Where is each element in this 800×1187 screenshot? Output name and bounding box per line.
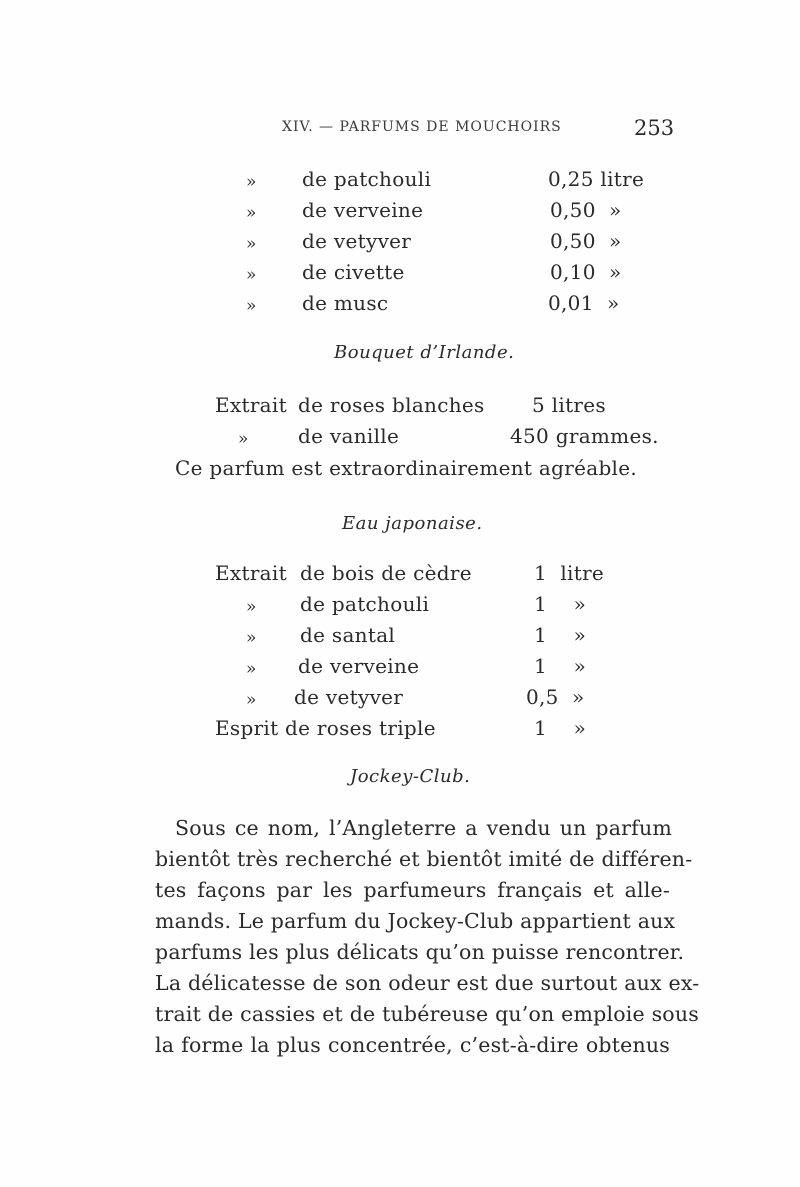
- ingredient-quantity: 0,5 »: [526, 685, 585, 709]
- ingredient-quantity: 1 litre: [534, 561, 605, 585]
- ingredient-name: de patchouli: [300, 592, 430, 616]
- paragraph-line: mands. Le parfum du Jockey-Club appartient aux: [155, 909, 676, 933]
- paragraph-line: la forme la plus concentrée, c’est-à-dire obtenus: [155, 1033, 670, 1057]
- ingredient-quantity: 0,10 »: [550, 260, 622, 284]
- ingredient-quantity: 0,50 »: [550, 198, 622, 222]
- ditto-mark: »: [246, 597, 257, 617]
- ingredient-quantity: 0,50 »: [550, 229, 622, 253]
- ingredient-name: de vetyver: [302, 229, 412, 253]
- ditto-mark: »: [246, 296, 257, 316]
- ingredient-name: de musc: [302, 291, 389, 315]
- ingredient-quantity: 0,01 »: [548, 291, 620, 315]
- ditto-mark: »: [246, 690, 257, 710]
- paragraph-line: La délicatesse de son odeur est due surtout aux ex-: [155, 971, 700, 995]
- ingredient-name: de roses triple: [285, 716, 436, 740]
- ingredient-prefix: Esprit: [215, 716, 279, 740]
- running-header-title: XIV. — PARFUMS DE MOUCHOIRS: [282, 119, 562, 135]
- ingredient-prefix: Extrait: [215, 561, 287, 585]
- paragraph-line: trait de cassies et de tubéreuse qu’on emploie sous: [155, 1002, 699, 1026]
- ingredient-quantity: 1 »: [534, 592, 587, 616]
- page-number: 253: [634, 116, 675, 140]
- paragraph-line: bientôt très recherché et bientôt imité de différen-: [155, 847, 693, 871]
- ingredient-quantity: 1 »: [534, 654, 587, 678]
- ingredient-name: de roses blanches: [298, 393, 485, 417]
- paragraph-line: tes façons par les parfumeurs français et alle-: [155, 878, 670, 902]
- ingredient-quantity: 450 grammes.: [510, 424, 659, 448]
- ingredient-prefix: Extrait: [215, 393, 287, 417]
- ingredient-name: de vetyver: [294, 685, 404, 709]
- ditto-mark: »: [246, 628, 257, 648]
- bouquet-irlande-note: Ce parfum est extraordinairement agréable.: [175, 456, 638, 480]
- ingredient-quantity: 5 litres: [532, 393, 606, 417]
- ingredient-quantity: 1 »: [534, 716, 587, 740]
- ingredient-quantity: 0,25 litre: [548, 167, 645, 191]
- paragraph-line: parfums les plus délicats qu’on puisse rencontrer.: [155, 940, 685, 964]
- section-title-bouquet-irlande: Bouquet d’Irlande.: [334, 342, 515, 363]
- ditto-mark: »: [246, 203, 257, 223]
- ditto-mark: »: [246, 172, 257, 192]
- ingredient-name: de santal: [300, 623, 396, 647]
- ingredient-name: de civette: [302, 260, 405, 284]
- section-title-eau-japonaise: Eau japonaise.: [342, 513, 483, 534]
- paragraph-line: Sous ce nom, l’Angleterre a vendu un parfum: [175, 816, 672, 840]
- ingredient-name: de verveine: [298, 654, 420, 678]
- ditto-mark: »: [246, 234, 257, 254]
- ingredient-quantity: 1 »: [534, 623, 587, 647]
- ditto-mark: »: [246, 265, 257, 285]
- ingredient-name: de verveine: [302, 198, 424, 222]
- ingredient-name: de patchouli: [302, 167, 432, 191]
- ingredient-name: de bois de cèdre: [300, 561, 472, 585]
- ingredient-name: de vanille: [298, 424, 400, 448]
- ditto-mark: »: [246, 659, 257, 679]
- section-title-jockey-club: Jockey-Club.: [350, 766, 471, 787]
- ditto-mark: »: [238, 429, 249, 449]
